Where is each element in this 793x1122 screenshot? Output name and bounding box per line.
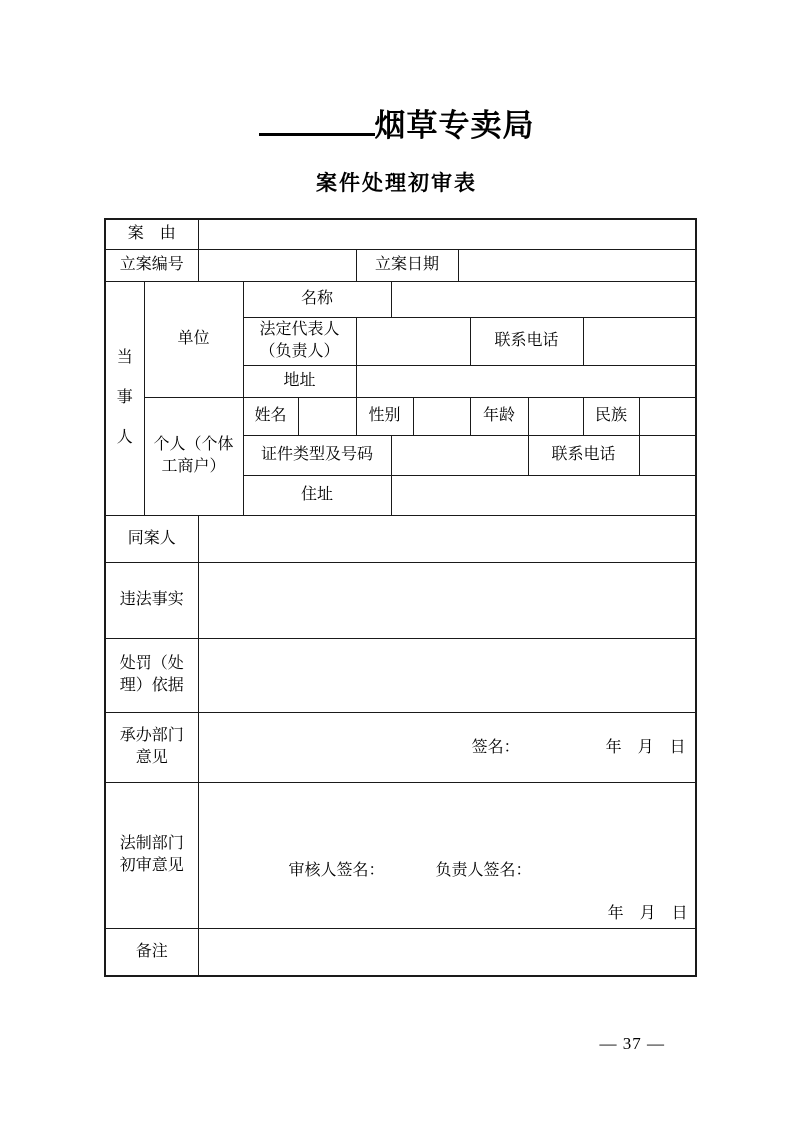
document-title — [0, 100, 793, 145]
person-name-value — [298, 397, 356, 435]
filing-no-label: 立案编号 — [105, 249, 198, 281]
unit-address-label: 地址 — [243, 365, 356, 397]
party-label: 当事人 — [105, 281, 144, 515]
row-remarks — [105, 928, 696, 976]
case-cause-value — [198, 219, 696, 249]
residence-value — [391, 475, 696, 515]
gender-value — [413, 397, 470, 435]
id-type-no-value — [391, 435, 528, 475]
co-party-value — [198, 515, 696, 562]
individual-label: 个人（个体工商户） — [144, 397, 243, 515]
handling-dept-label: 承办部门意见 — [105, 712, 198, 782]
gender-label: 性别 — [356, 397, 413, 435]
title-org-text: 烟草专卖局 — [374, 108, 535, 143]
row-legal-dept — [105, 782, 696, 928]
row-person-basic — [105, 397, 696, 435]
unit-label: 单位 — [144, 281, 243, 397]
unit-address-value — [356, 365, 696, 397]
row-unit-name — [105, 281, 696, 317]
id-type-no-label: 证件类型及号码 — [243, 435, 391, 475]
filing-no-value — [198, 249, 356, 281]
case-review-form-table — [104, 218, 697, 977]
unit-name-label: 名称 — [243, 281, 391, 317]
age-label: 年龄 — [470, 397, 528, 435]
form-title: 案件处理初审表 — [316, 172, 477, 195]
penalty-basis-value — [198, 638, 696, 712]
remarks-value — [198, 928, 696, 976]
legal-dept-label: 法制部门初审意见 — [105, 782, 198, 928]
title-blank-line — [259, 104, 375, 136]
row-filing — [105, 249, 696, 281]
person-phone-label: 联系电话 — [528, 435, 639, 475]
reviewer-signature-label: 审核人签名： — [288, 861, 385, 879]
handling-date-label: 年 月 日 — [605, 739, 686, 756]
legal-date-label: 年 月 日 — [607, 904, 688, 922]
row-case-cause — [105, 219, 696, 249]
co-party-label: 同案人 — [105, 515, 198, 562]
penalty-basis-label: 处罚（处理）依据 — [105, 638, 198, 712]
row-handling-dept — [105, 712, 696, 782]
person-phone-value — [639, 435, 696, 475]
ethnicity-label: 民族 — [583, 397, 639, 435]
case-cause-label: 案 由 — [105, 219, 198, 249]
legal-dept-value — [198, 782, 696, 928]
legal-rep-label: 法定代表人（负责人） — [243, 317, 356, 365]
illegal-facts-value — [198, 562, 696, 638]
row-illegal-facts — [105, 562, 696, 638]
row-co-party — [105, 515, 696, 562]
age-value — [528, 397, 583, 435]
person-name-label: 姓名 — [243, 397, 298, 435]
handling-signature-line — [201, 734, 694, 760]
unit-phone-value — [583, 317, 696, 365]
responsible-signature-label: 负责人签名： — [435, 861, 532, 879]
filing-date-label: 立案日期 — [356, 249, 458, 281]
ethnicity-value — [639, 397, 696, 435]
signature-label: 签名： — [471, 739, 520, 756]
legal-rep-value — [356, 317, 470, 365]
remarks-label: 备注 — [105, 928, 198, 976]
filing-date-value — [458, 249, 696, 281]
page-number: — 37 — — [599, 1034, 665, 1053]
unit-phone-label: 联系电话 — [470, 317, 583, 365]
handling-dept-value — [198, 712, 696, 782]
unit-name-value — [391, 281, 696, 317]
illegal-facts-label: 违法事实 — [105, 562, 198, 638]
row-penalty-basis — [105, 638, 696, 712]
residence-label: 住址 — [243, 475, 391, 515]
